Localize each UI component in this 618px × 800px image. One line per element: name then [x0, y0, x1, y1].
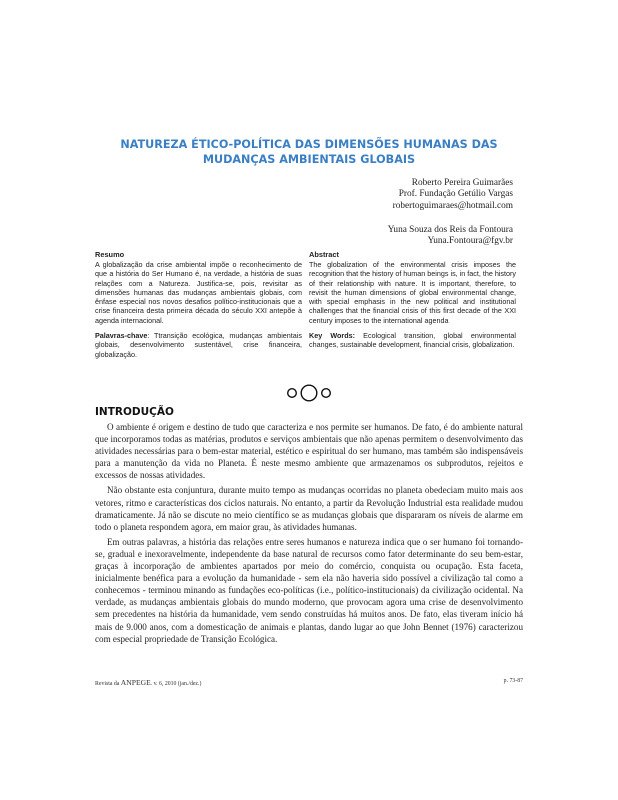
body-paragraph: O ambiente é origem e destino de tudo que caracteriza e nos permite ser humanos. De fato, é do ambiente natural que incorporamos todas as matérias, produtos e serviços ambientais que não apenas permitem o desenvolvimento das atividades necessárias para o bem-estar material, estético e espiritual do ser humano, mas também são indispensáveis para a manutenção da vida no Planeta. É neste mesmo ambiente que armazenamos os subprodutos, rejeitos e excessos de nossas atividades. [95, 422, 523, 481]
author-email: robertoguimaraes@hotmail.com [392, 200, 513, 211]
body-paragraph: Não obstante esta conjuntura, durante muito tempo as mudanças ocorridas no planeta obedeciam muito mais aos vetores, ritmo e características dos ciclos naturais. No entanto, a partir da Revolução Industrial esta realidade mudou dramaticamente. Já não se discute no meio científico se as mudanças globais que dispararam os níveis de alarme em todo o planeta respondem agora, em maior grau, às atividades humanas. [95, 485, 523, 532]
ornament-large-circle [301, 385, 317, 401]
author-name: Yuna Souza dos Reis da Fontoura [387, 224, 513, 235]
author-2 [388, 225, 513, 248]
resumo-keywords [95, 331, 302, 359]
journal-volume: . v. 6, 2010 (jan./dez.) [150, 681, 202, 687]
keywords-text: Ecological transition, global environmental changes, sustainable development, financial crisis, globalization. [309, 331, 516, 350]
author-email: Yuna.Fontoura@fgv.br [427, 236, 513, 247]
resumo-column [95, 250, 302, 359]
author-1 [388, 178, 513, 212]
section-divider-ornament [284, 382, 334, 404]
article-title: NATUREZA ÉTICO-POLÍTICA DAS DIMENSÕES HUMANAS DAS MUDANÇAS AMBIENTAIS GLOBAIS [120, 138, 498, 166]
body-text [95, 421, 523, 648]
ornament-small-circle-left [288, 389, 297, 398]
journal-prefix: Revista da [95, 681, 121, 687]
keywords-text: : Ttransição ecológica, mudanças ambientais globais, desenvolvimento sustentável, crise financeira, globalização. [95, 331, 302, 359]
author-block [388, 178, 513, 260]
abstract-heading: Abstract [309, 250, 339, 259]
author-name: Roberto Pereira Guimarães [411, 178, 513, 188]
abstract-keywords [309, 331, 516, 350]
resumo-heading: Resumo [95, 250, 125, 259]
ornament-small-circle-right [322, 389, 331, 398]
section-heading: INTRODUÇÃO [95, 406, 174, 418]
resumo-text: A globalização da crise ambiental impõe o reconhecimento de que a história do Ser Humano é, na verdade, a história de suas relações com a Natureza. Justifica-se, pois, revisitar as dimensões humanas das mudanças ambientais globais, com ênfase especial nos novos desafios político-institucionais que a crise financeira desta primeira década do século XXI antepõe à agenda internacional. [95, 260, 302, 325]
body-paragraph: Em outras palavras, a história das relações entre seres humanos e natureza indica que o ser humano foi tornando-se, gradual e inexoravelmente, independente da base natural de recursos como fator determinante do seu bem-estar, graças à incorporação de ambientes apartados por meio do comércio, conquista ou ocupação. Esta faceta, inicialmente benéfica para a evolução da humanidade - sem ela não haveria sido possível a civilização tal como a conhecemos - terminou minando as fundações eco-políticas (i.e., político-institucionais) da civilização ocidental. Na verdade, as mudanças ambientais globais do mundo moderno, que provocam agora uma crise de desenvolvimento sem precedentes na história da humanidade, vem sendo construídas há muitos anos. De fato, elas tiveram início há mais de 9.000 anos, com a domesticação de animais e plantas, dando lugar ao que John Bennet (1976) caracterizou com especial propriedade de Transição Ecológica. [95, 536, 523, 644]
journal-citation [95, 678, 201, 687]
journal-name: ANPEGE [120, 678, 151, 687]
abstract-text: The globalization of the environmental crisis imposes the recognition that the history of human beings is, in fact, the history of their relationship with nature. It is important, therefore, to revisit the human dimensions of global environmental change, with special emphasis in the new political and institutional challenges that the financial crisis of this first decade of the XXI century imposes to the international agenda [309, 260, 516, 325]
page-range: p. 73-87 [503, 678, 523, 684]
keywords-label: Palavras-chave [95, 331, 148, 341]
keywords-label: Key Words: [309, 331, 355, 341]
author-affiliation: Prof. Fundação Getúlio Vargas [398, 189, 513, 200]
abstract-column [309, 250, 516, 350]
